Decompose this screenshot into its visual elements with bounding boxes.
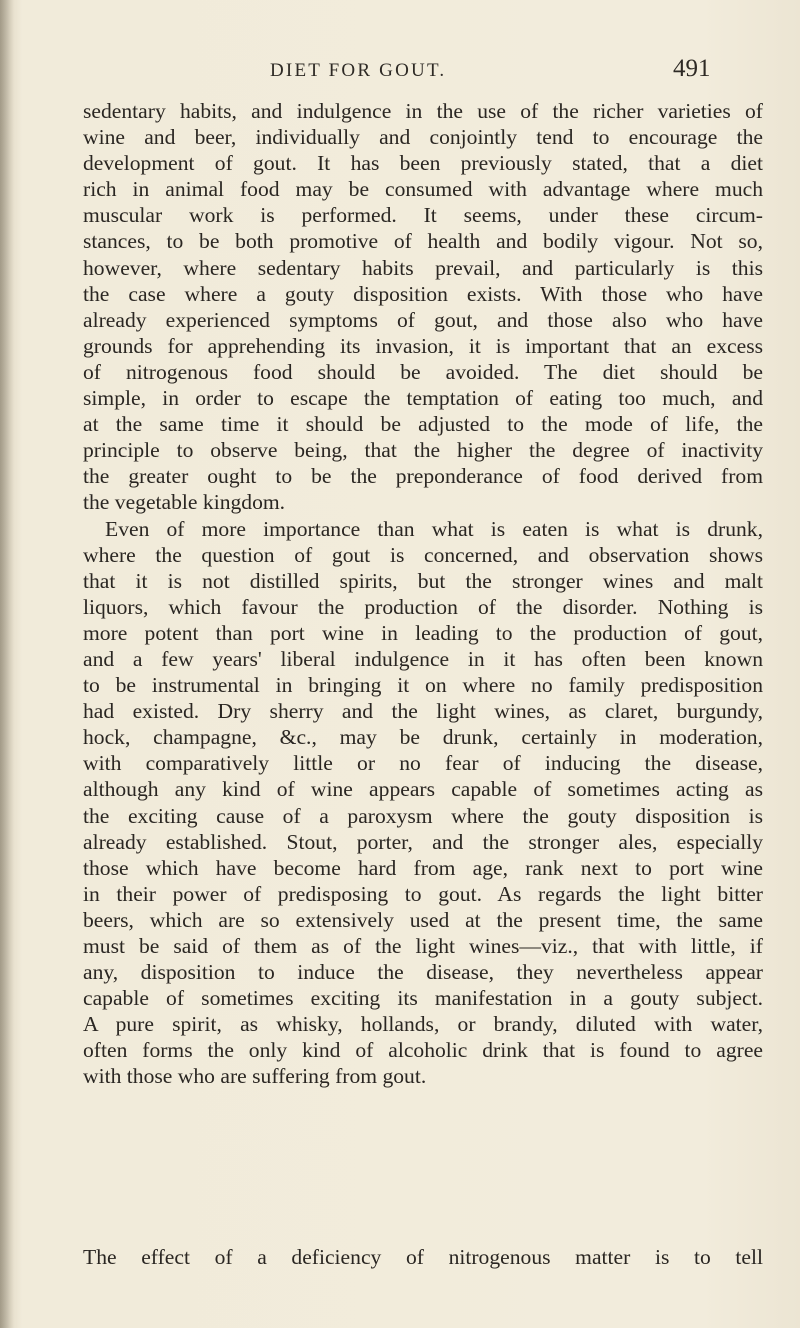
page-number: 491 bbox=[673, 55, 711, 82]
text-line: in their power of predisposing to gout. As regards the light bitter bbox=[83, 881, 763, 906]
paragraph-1 bbox=[83, 98, 763, 516]
text-line: that it is not distilled spirits, but the stronger wines and malt bbox=[83, 568, 763, 593]
text-line: of nitrogenous food should be avoided. The diet should be bbox=[83, 359, 763, 384]
text-line: with those who are suffering from gout. bbox=[83, 1064, 427, 1089]
text-line: the vegetable kingdom. bbox=[83, 490, 286, 515]
text-line: the exciting cause of a paroxysm where the gouty disposition is bbox=[83, 803, 763, 828]
text-line: sedentary habits, and indulgence in the use of the richer varieties of bbox=[83, 99, 763, 123]
text-line: those which have become hard from age, rank next to port wine bbox=[83, 855, 763, 880]
paragraph-2 bbox=[83, 516, 763, 1090]
text-line: must be said of them as of the light wines—viz., that with little, if bbox=[83, 934, 763, 958]
text-line: simple, in order to escape the temptation of eating too much, and bbox=[83, 386, 763, 411]
body-text bbox=[83, 98, 763, 1090]
text-line: although any kind of wine appears capable of sometimes acting as bbox=[83, 777, 763, 802]
text-line: with comparatively little or no fear of inducing the disease, bbox=[83, 751, 763, 776]
text-line: grounds for apprehending its invasion, it is important that an excess bbox=[83, 333, 763, 358]
text-line: the case where a gouty disposition exists. With those who have bbox=[83, 281, 763, 306]
text-line: stances, to be both promotive of health and bodily vigour. Not so, bbox=[83, 229, 763, 254]
text-line: to be instrumental in bringing it on where no family predisposition bbox=[83, 673, 763, 698]
text-line: beers, which are so extensively used at the present time, the same bbox=[83, 907, 763, 932]
text-line: development of gout. It has been previously stated, that a diet bbox=[83, 151, 763, 176]
text-line: often forms the only kind of alcoholic drink that is found to agree bbox=[83, 1038, 763, 1063]
text-line: muscular work is performed. It seems, under these circum- bbox=[83, 203, 763, 228]
text-line: rich in animal food may be consumed with advantage where much bbox=[83, 177, 763, 202]
running-head bbox=[0, 55, 800, 90]
text-line: liquors, which favour the production of the disorder. Nothing is bbox=[83, 594, 763, 619]
text-line: A pure spirit, as whisky, hollands, or brandy, diluted with water, bbox=[83, 1012, 763, 1037]
text-line: more potent than port wine in leading to the production of gout, bbox=[83, 620, 763, 645]
text-line: already experienced symptoms of gout, and those also who have bbox=[83, 307, 763, 332]
text-line: capable of sometimes exciting its manifestation in a gouty subject. bbox=[83, 986, 763, 1011]
text-line: hock, champagne, &c., may be drunk, certainly in moderation, bbox=[83, 725, 763, 750]
text-line: where the question of gout is concerned, and observation shows bbox=[83, 542, 763, 567]
text-line: however, where sedentary habits prevail, and particularly is this bbox=[83, 255, 763, 280]
binding-gutter-shadow bbox=[0, 0, 14, 1328]
text-line: wine and beer, individually and conjointly tend to encourage the bbox=[83, 125, 763, 150]
text-line: the greater ought to be the preponderance of food derived from bbox=[83, 464, 763, 489]
text-line: any, disposition to induce the disease, they nevertheless appear bbox=[83, 960, 763, 985]
paragraph-3: The effect of a deficiency of nitrogenous matter is to tell bbox=[83, 1245, 763, 1269]
text-line: at the same time it should be adjusted to the mode of life, the bbox=[83, 412, 763, 437]
text-line: already established. Stout, porter, and the stronger ales, especially bbox=[83, 829, 763, 854]
text-line: Even of more importance than what is eaten is what is drunk, bbox=[105, 516, 763, 541]
running-head-title: DIET FOR GOUT. bbox=[270, 60, 447, 81]
text-line: principle to observe being, that the higher the degree of inactivity bbox=[83, 438, 763, 463]
text-line: and a few years' liberal indulgence in it has often been known bbox=[83, 646, 763, 671]
text-line: had existed. Dry sherry and the light wines, as claret, burgundy, bbox=[83, 699, 763, 724]
